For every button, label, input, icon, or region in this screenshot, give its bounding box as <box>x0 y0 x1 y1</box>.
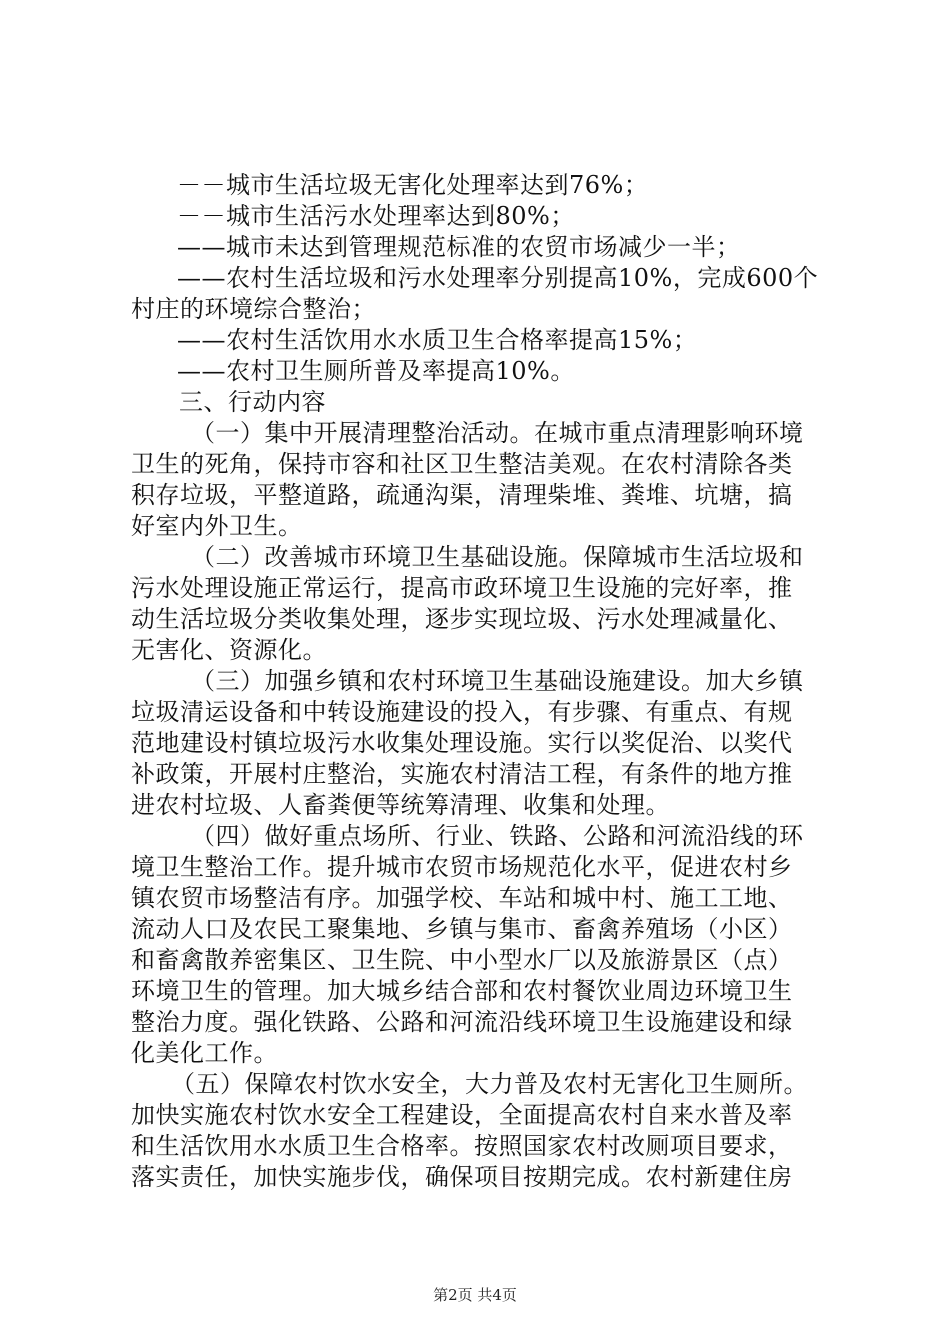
target-line: ——农村生活饮用水水质卫生合格率提高15%； <box>177 326 698 354</box>
target-line: －－城市生活垃圾无害化处理率达到76%； <box>177 171 649 199</box>
text-line: 加快实施农村饮水安全工程建设，全面提高农村自来水普及率 <box>131 1101 793 1129</box>
text-line: 好室内外卫生。 <box>131 512 303 540</box>
paragraph-start: （三）加强乡镇和农村环境卫生基础设施建设。加大乡镇 <box>191 667 804 695</box>
text-line: 境卫生整治工作。提升城市农贸市场规范化水平，促进农村乡 <box>131 853 793 881</box>
target-line: ——农村卫生厕所普及率提高10%。 <box>177 357 575 385</box>
document-body <box>131 170 831 1193</box>
text-line: 卫生的死角，保持市容和社区卫生整洁美观。在农村清除各类 <box>131 450 793 478</box>
text-line: 积存垃圾，平整道路，疏通沟渠，清理柴堆、粪堆、坑塘，搞 <box>131 481 793 509</box>
text-line: 垃圾清运设备和中转设施建设的投入，有步骤、有重点、有规 <box>131 698 793 726</box>
text-line: 镇农贸市场整洁有序。加强学校、车站和城中村、施工工地、 <box>131 884 793 912</box>
target-line: －－城市生活污水处理率达到80%； <box>177 202 575 230</box>
text-line: 和生活饮用水水质卫生合格率。按照国家农村改厕项目要求， <box>131 1132 793 1160</box>
text-line: 化美化工作。 <box>131 1039 278 1067</box>
text-line: 村庄的环境综合整治； <box>131 295 376 323</box>
page-footer: 第2页 共4页 <box>433 1286 517 1304</box>
text-line: 范地建设村镇垃圾污水收集处理设施。实行以奖促治、以奖代 <box>131 729 793 757</box>
section-heading: 三、行动内容 <box>179 388 326 416</box>
text-line: 进农村垃圾、人畜粪便等统筹清理、收集和处理。 <box>131 791 670 819</box>
text-line: 动生活垃圾分类收集处理，逐步实现垃圾、污水处理减量化、 <box>131 605 793 633</box>
text-line: 环境卫生的管理。加大城乡结合部和农村餐饮业周边环境卫生 <box>131 977 793 1005</box>
paragraph-start: （五）保障农村饮水安全，大力普及农村无害化卫生厕所。 <box>171 1070 808 1098</box>
text-line: 落实责任，加快实施步伐，确保项目按期完成。农村新建住房 <box>131 1163 793 1191</box>
text-line: 无害化、资源化。 <box>131 636 327 664</box>
paragraph-start: （四）做好重点场所、行业、铁路、公路和河流沿线的环 <box>191 822 804 850</box>
text-line: 补政策，开展村庄整治，实施农村清洁工程，有条件的地方推 <box>131 760 793 788</box>
text-line: 流动人口及农民工聚集地、乡镇与集市、畜禽养殖场（小区） <box>131 915 793 943</box>
target-line: ——农村生活垃圾和污水处理率分别提高10%，完成600个 <box>177 264 819 292</box>
paragraph-start: （二）改善城市环境卫生基础设施。保障城市生活垃圾和 <box>191 543 804 571</box>
text-line: 整治力度。强化铁路、公路和河流沿线环境卫生设施建设和绿 <box>131 1008 793 1036</box>
text-line: 污水处理设施正常运行，提高市政环境卫生设施的完好率，推 <box>131 574 793 602</box>
paragraph-start: （一）集中开展清理整治活动。在城市重点清理影响环境 <box>191 419 804 447</box>
target-line: ——城市未达到管理规范标准的农贸市场减少一半； <box>177 233 741 261</box>
text-line: 和畜禽散养密集区、卫生院、中小型水厂以及旅游景区（点） <box>131 946 793 974</box>
